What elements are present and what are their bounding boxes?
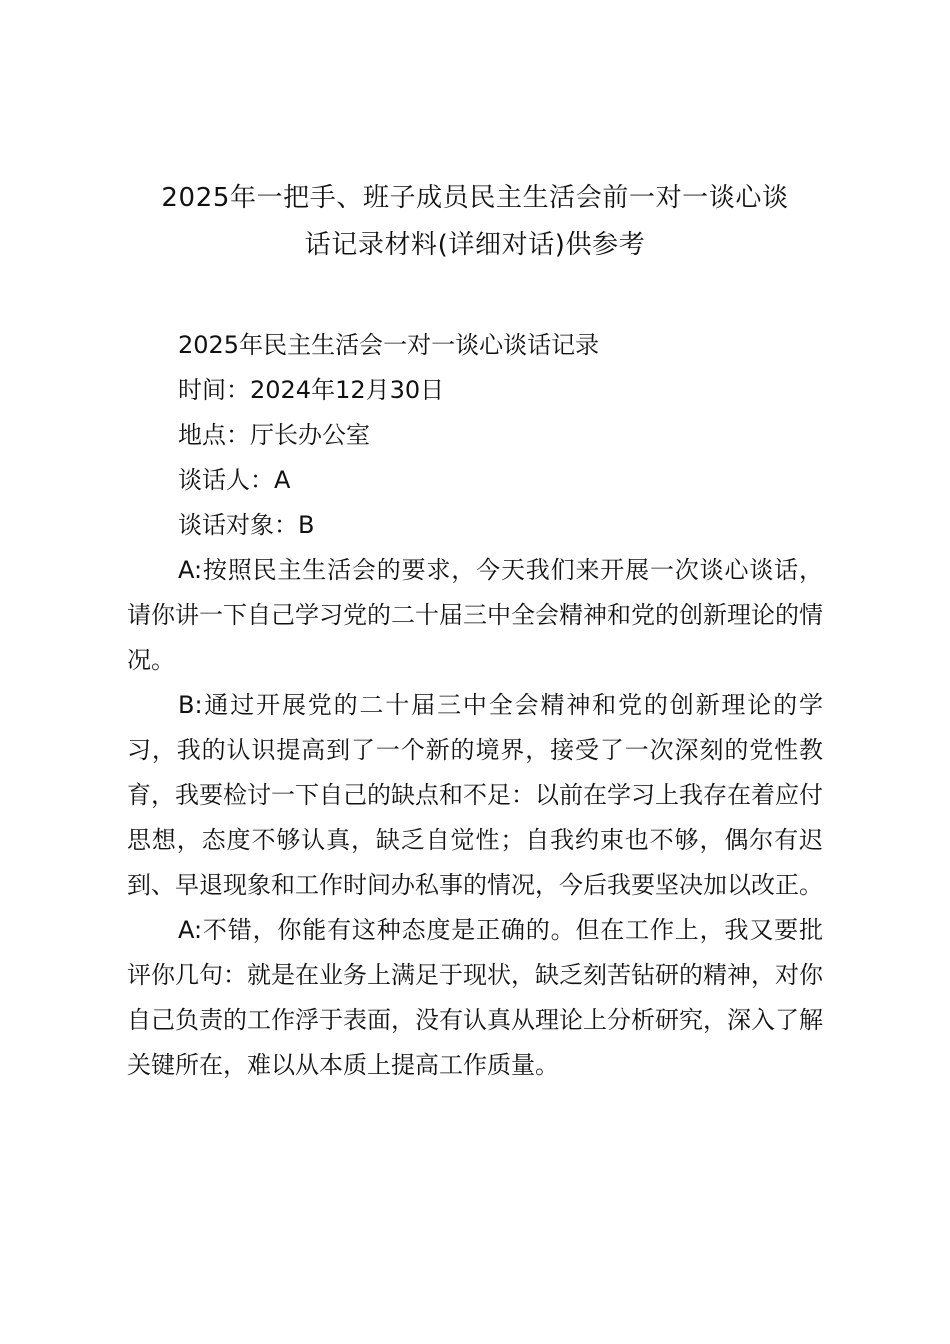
- document-body: [127, 323, 823, 1088]
- record-time: 时间：2024年12月30日: [178, 376, 445, 404]
- title-line-1: 2025年一把手、班子成员民主生活会前一对一谈心谈: [161, 183, 789, 213]
- record-interviewee: 谈话对象：B: [178, 511, 315, 539]
- dialogue-paragraph-1: A:按照民主生活会的要求，今天我们来开展一次谈心谈话，请你讲一下自己学习党的二十届三中全会精神和党的创新理论的情况。: [127, 556, 823, 674]
- dialogue-paragraph-3: A:不错，你能有这种态度是正确的。但在工作上，我又要批评你几句：就是在业务上满足于现状，缺乏刻苦钻研的精神，对你自己负责的工作浮于表面，没有认真从理论上分析研究，深入了解关键所在，难以从本质上提高工作质量。: [127, 916, 823, 1079]
- dialogue-paragraph-2: B:通过开展党的二十届三中全会精神和党的创新理论的学习，我的认识提高到了一个新的境界，接受了一次深刻的党性教育，我要检讨一下自己的缺点和不足：以前在学习上我存在着应付思想，态度不够认真，缺乏自觉性；自我约束也不够，偶尔有迟到、早退现象和工作时间办私事的情况，今后我要坚决加以改正。: [127, 691, 823, 899]
- document-title: [120, 175, 830, 269]
- title-line-2: 话记录材料(详细对话)供参考: [304, 230, 646, 260]
- record-heading: 2025年民主生活会一对一谈心谈话记录: [178, 331, 600, 359]
- record-speaker: 谈话人：A: [178, 466, 291, 494]
- record-place: 地点：厅长办公室: [178, 421, 370, 449]
